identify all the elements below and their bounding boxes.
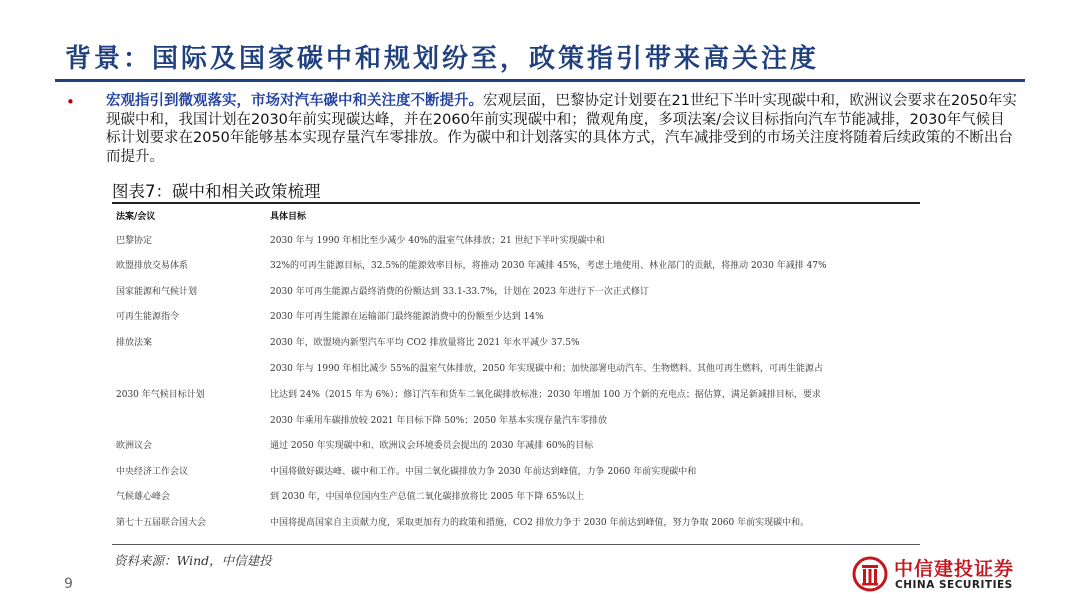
policy-target: 32%的可再生能源目标，32.5%的能源效率目标，将推动 2030 年减排 45%，考虑土地使用、林业部门的贡献，将推动 2030 年减排 47% xyxy=(270,261,827,272)
table-row xyxy=(112,485,920,511)
policy-target: 2030 年可再生能源在运输部门最终能源消费中的份额至少达到 14% xyxy=(270,312,544,323)
policy-target: 2030 年，欧盟境内新型汽车平均 CO2 排放量将比 2021 年水平减少 37.5% xyxy=(270,337,580,348)
policy-target-line: 比达到 24%（2015 年为 6%）；修订汽车和货车二氧化碳排放标准；2030 年增加 100 万个新的充电点；据估算，满足新减排目标，要求 xyxy=(270,389,821,400)
policy-name: 可再生能源指令 xyxy=(116,312,180,323)
table-row xyxy=(112,434,920,460)
table-top-rule xyxy=(112,202,920,204)
policy-target xyxy=(266,356,920,434)
bullet-marker: • xyxy=(66,93,75,111)
policy-target-line: 2030 年与 1990 年相比减少 55%的温室气体排放，2050 年实现碳中和；加快部署电动汽车、生物燃料、其他可再生燃料，可再生能源占 xyxy=(270,363,824,374)
logo-name-en: CHINA SECURITIES xyxy=(895,579,1013,591)
policy-name: 第七十五届联合国大会 xyxy=(116,517,207,528)
policy-name: 巴黎协定 xyxy=(116,235,153,246)
page-number: 9 xyxy=(64,576,73,592)
table-bottom-rule xyxy=(112,544,920,545)
policy-target: 中国将做好碳达峰、碳中和工作。中国二氧化碳排放力争 2030 年前达到峰值，力争 2060 年前实现碳中和 xyxy=(270,466,697,477)
table-row xyxy=(112,459,920,485)
logo-emblem-icon xyxy=(852,556,888,592)
title-underline xyxy=(55,79,1025,82)
policy-name: 中央经济工作会议 xyxy=(116,466,189,477)
policy-name: 欧盟排放交易体系 xyxy=(116,261,189,272)
bullet-body: 宏观层面，巴黎协定计划要在21世纪下半叶实现碳中和，欧洲议会要求在2050年实现碳中和，我国计划在2030年前实现碳达峰，并在2060年前实现碳中和；微观角度，多项法案/会议目标指向汽车节能减排，2030年气候目标计划要求在2050年能够基本实现存量汽车零排放。作为碳中和计划落实的具体方式，汽车减排受到的市场关注度将随着后续政策的不断出台而提升。 xyxy=(106,93,1017,165)
policy-name: 排放法案 xyxy=(116,337,153,348)
table-row xyxy=(112,279,920,305)
table-row xyxy=(112,254,920,280)
table-caption: 图表7：碳中和相关政策梳理 xyxy=(112,182,321,201)
policy-target: 2030 年可再生能源占最终消费的份额达到 33.1-33.7%，计划在 2023 年进行下一次正式修订 xyxy=(270,286,649,297)
slide-title: 背景：国际及国家碳中和规划纷至，政策指引带来高关注度 xyxy=(65,44,820,74)
policy-target: 通过 2050 年实现碳中和、欧洲议会环境委员会提出的 2030 年减排 60%的目标 xyxy=(270,441,594,452)
table-header-row xyxy=(112,206,920,228)
policy-table xyxy=(112,206,920,536)
table-row xyxy=(112,356,920,434)
table-row xyxy=(112,305,920,331)
table-row xyxy=(112,330,920,356)
policy-name: 欧洲议会 xyxy=(116,441,153,452)
company-logo xyxy=(852,554,1042,596)
policy-target: 2030 年与 1990 年相比至少减少 40%的温室气体排放；21 世纪下半叶实现碳中和 xyxy=(270,235,605,246)
policy-name: 气候雄心峰会 xyxy=(116,492,171,503)
policy-name: 2030 年气候目标计划 xyxy=(116,389,205,400)
source-note: 资料来源：Wind，中信建投 xyxy=(114,553,272,568)
policy-target: 到 2030 年，中国单位国内生产总值二氧化碳排放将比 2005 年下降 65%以上 xyxy=(270,492,585,503)
table-row xyxy=(112,510,920,536)
header-policy: 法案/会议 xyxy=(116,212,156,222)
logo-name-cn: 中信建投证券 xyxy=(894,558,1015,580)
bullet-paragraph xyxy=(106,92,1018,166)
policy-target-line: 2030 年乘用车碳排放较 2021 年目标下降 50%；2050 年基本实现存量汽车零排放 xyxy=(270,415,608,426)
policy-name: 国家能源和气候计划 xyxy=(116,286,198,297)
policy-target: 中国将提高国家自主贡献力度，采取更加有力的政策和措施，CO2 排放力争于 2030 年前达到峰值，努力争取 2060 年前实现碳中和。 xyxy=(270,517,810,528)
table-row xyxy=(112,228,920,254)
header-target: 具体目标 xyxy=(270,212,307,222)
bullet-lead: 宏观指引到微观落实，市场对汽车碳中和关注度不断提升。 xyxy=(106,93,483,109)
